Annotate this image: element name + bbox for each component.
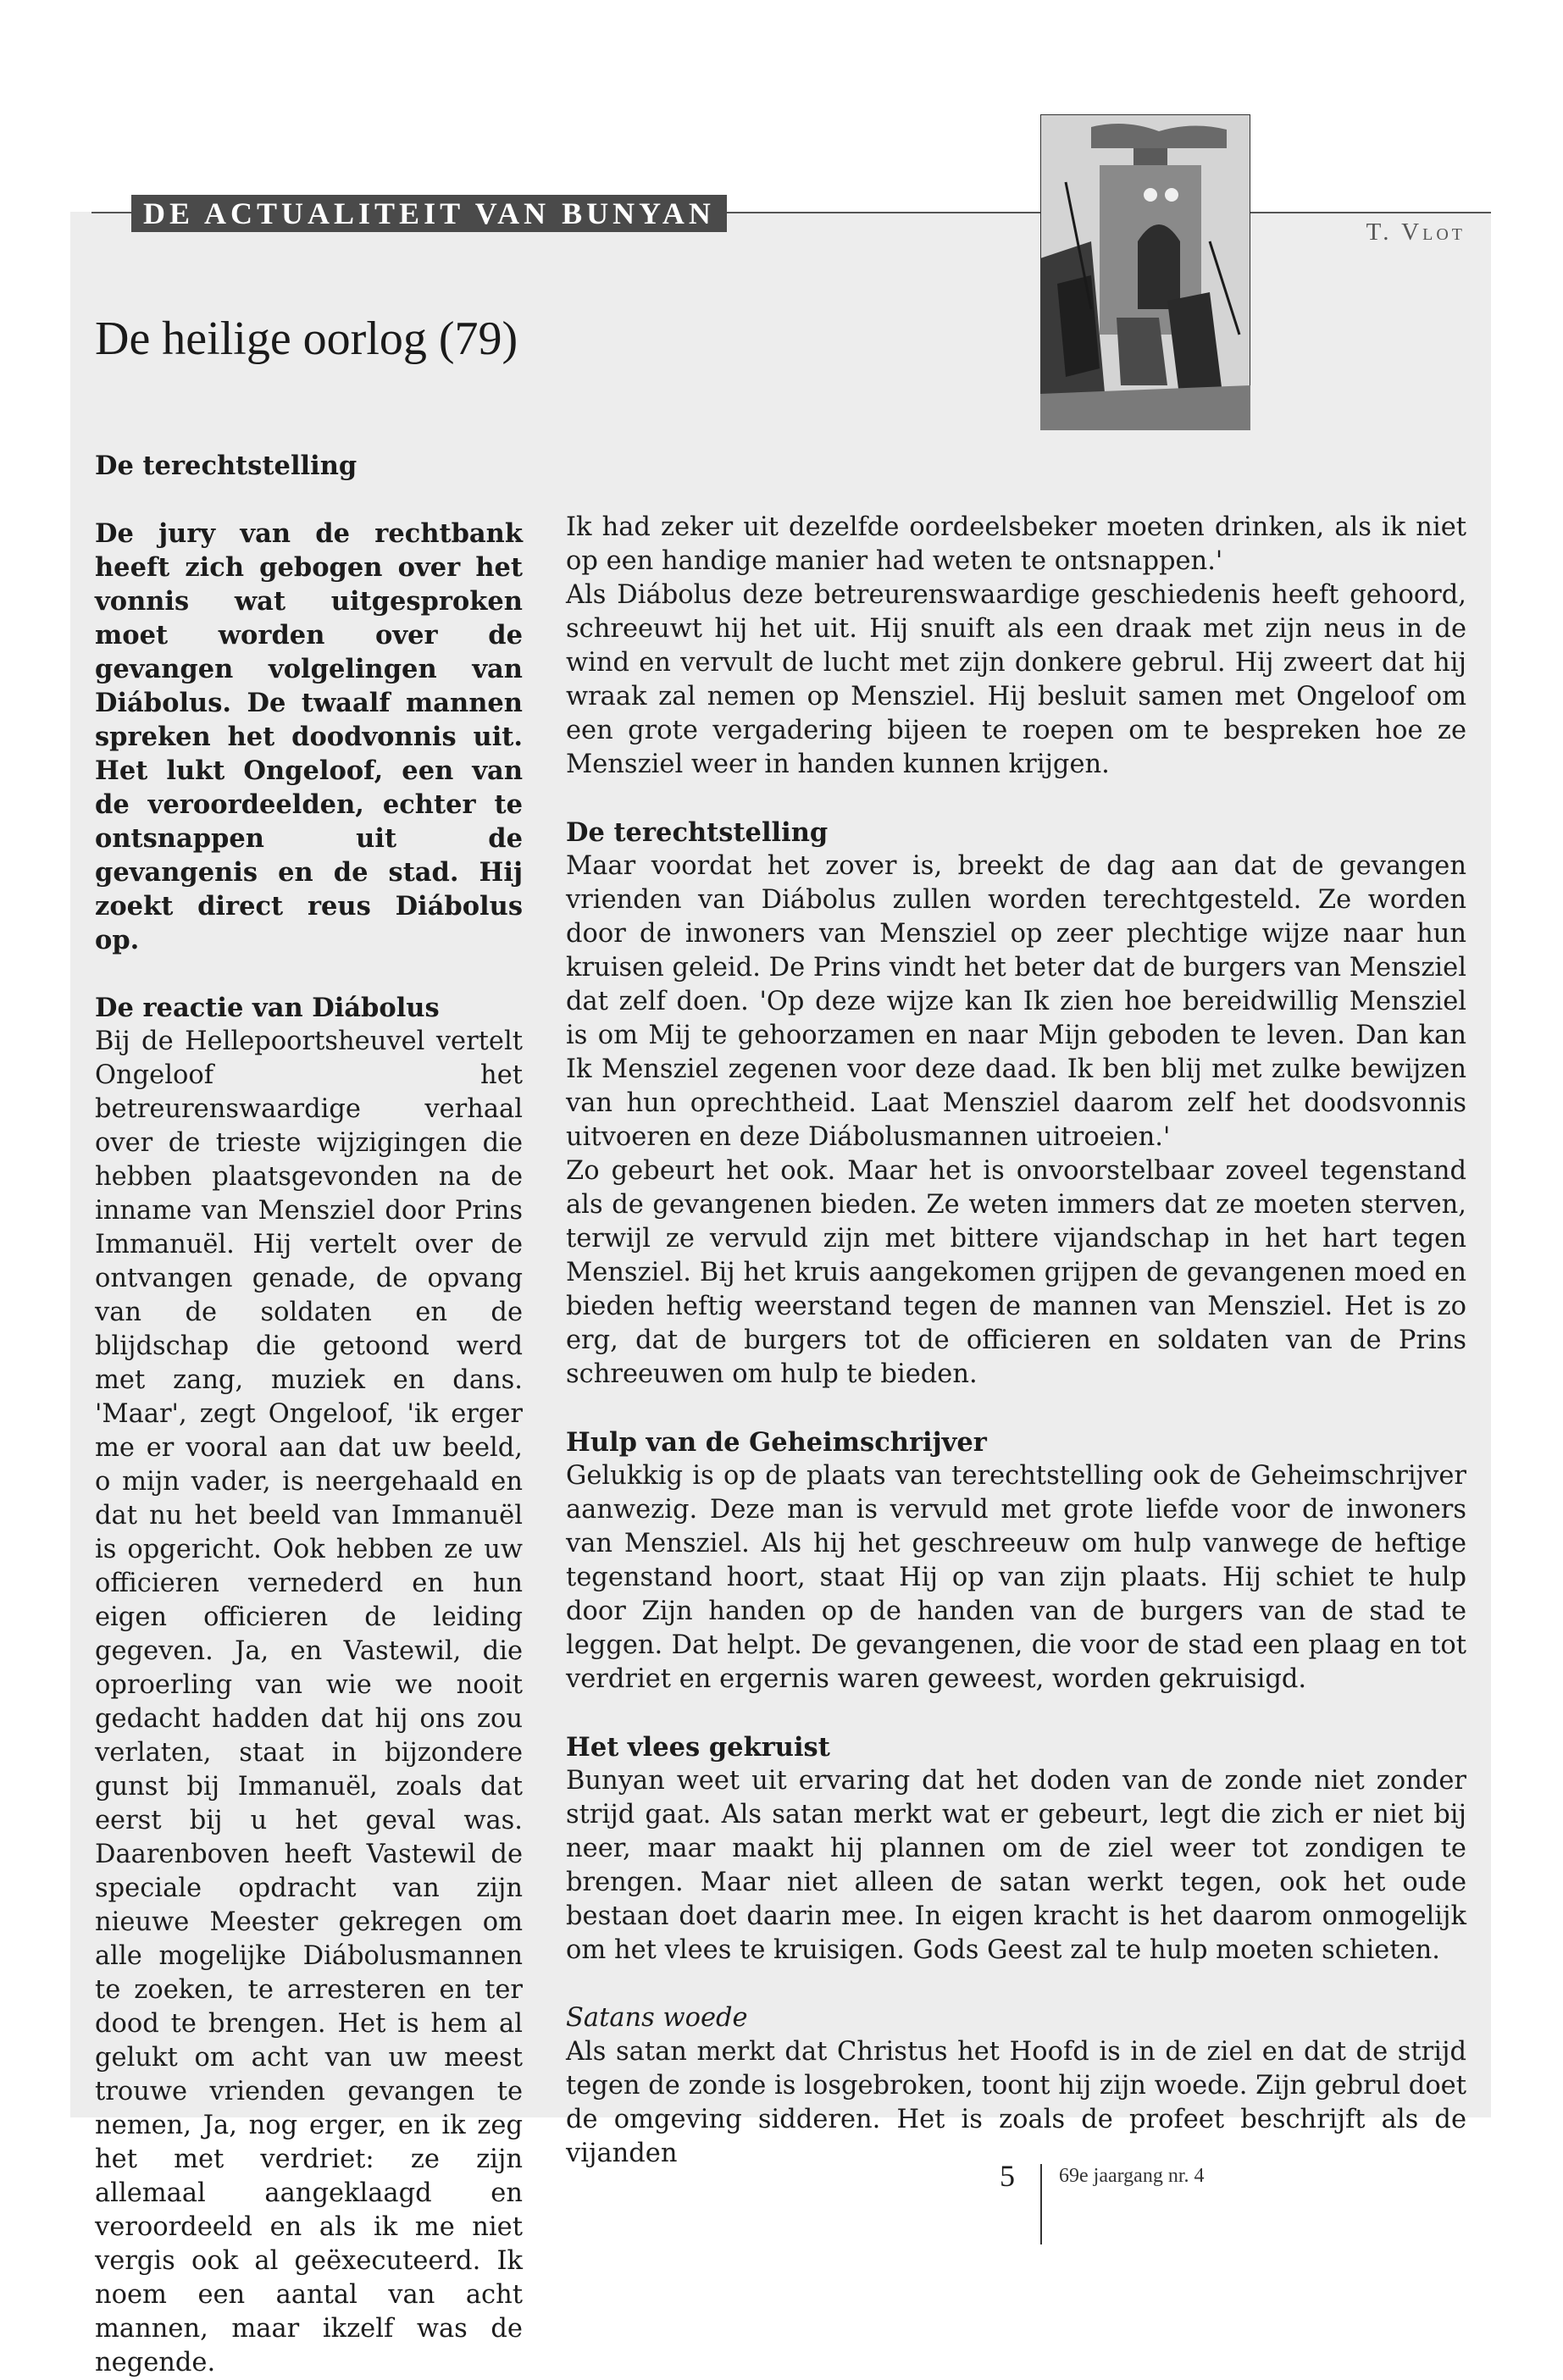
- left-column: [95, 449, 523, 2380]
- subheading-vlees: Het vlees gekruist: [566, 1732, 830, 1763]
- author-name: T. Vlot: [1366, 219, 1466, 246]
- subheading-reactie: De reactie van Diábolus: [95, 993, 440, 1023]
- section-label: DE ACTUALITEIT VAN BUNYAN: [131, 195, 727, 232]
- woodcut-illustration: [1040, 114, 1250, 430]
- article-title: De heilige oorlog (79): [95, 313, 518, 365]
- paragraph-7: Als satan merkt dat Christus het Hoofd is in de ziel en dat de strijd tegen de zonde is losgebroken, toont hij zijn woede. Zijn gebrul doet de omgeving sidderen. Het is zoals de profeet beschrijft als de vijanden: [566, 2037, 1466, 2168]
- section-heading: De terechtstelling: [95, 451, 357, 481]
- paragraph-5: Gelukkig is op de plaats van terechtstelling ook de Geheimschrijver aanwezig. Deze man is vervuld met grote liefde voor de inwoners van Mensziel. Als hij het geschreeuw om hulp vanwege de heftige tegenstand hoort, staat Hij op van zijn plaats. Hij schiet te hulp door Zijn handen op de handen van de burgers van de stad te leggen. Dat helpt. De gevangenen, die voor de stad een plaag en tot verdriet en ergernis waren geweest, worden gekruisigd.: [566, 1461, 1466, 1694]
- lead-paragraph: De jury van de rechtbank heeft zich gebogen over het vonnis wat uitgesproken moet worden over de gevangen volgelingen van Diábolus. De twaalf mannen spreken het doodvonnis uit. Het lukt Ongeloof, een van de veroordeelden, echter te ontsnappen uit de gevangenis en de stad. Hij zoekt direct reus Diábolus op.: [95, 518, 523, 955]
- paragraph-1: Ik had zeker uit dezelfde oordeelsbeker moeten drinken, als ik niet op een handige manier had weten te ontsnappen.': [566, 512, 1466, 576]
- footer-divider: [1040, 2164, 1042, 2244]
- page-number: 5: [1000, 2159, 1015, 2193]
- paragraph-4: Zo gebeurt het ook. Maar het is onvoorstelbaar zoveel tegenstand als de gevangenen bieden. Ze weten immers dat ze moeten sterven, terwijl ze vervuld zijn met bittere vijandschap in het hart tegen Mensziel. Bij het kruis aangekomen grijpen de gevangenen moed en bieden heftig weerstand tegen de mannen van Mensziel. Het is zo erg, dat de burgers tot de officieren en soldaten van de Prins schreeuwen om hulp te bieden.: [566, 1156, 1466, 1389]
- paragraph-2: Als Diábolus deze betreurenswaardige geschiedenis heeft gehoord, schreeuwt hij het uit. Hij snuift als een draak met zijn neus in de wind en vervult de lucht met zijn donkere gebrul. Hij zweert dat hij wraak zal nemen op Mensziel. Hij besluit samen met Ongeloof om een grote vergadering bijeen te roepen om te bespreken hoe ze Mensziel weer in handen kunnen krijgen.: [566, 580, 1466, 779]
- right-column: [566, 511, 1466, 2171]
- subheading-hulp: Hulp van de Geheimschrijver: [566, 1427, 987, 1458]
- issue-label: 69e jaargang nr. 4: [1059, 2165, 1205, 2187]
- paragraph-6: Bunyan weet uit ervaring dat het doden van de zonde niet zonder strijd gaat. Als satan merkt wat er gebeurt, legt die zich er niet bij neer, maar maakt hij plannen om de ziel weer tot zondigen te brengen. Maar niet alleen de satan werkt tegen, ook het oude bestaan doet daarin mee. In eigen kracht is het daarom onmogelijk om het vlees te kruisigen. Gods Geest zal te hulp moeten schieten.: [566, 1766, 1466, 1965]
- paragraph-3: Maar voordat het zover is, breekt de dag aan dat de gevangen vrienden van Diábolus zullen worden terechtgesteld. Ze worden door de inwoners van Mensziel op zeer plechtige wijze naar hun kruisen geleid. De Prins vindt het beter dat de burgers van Mensziel dat zelf doen. 'Op deze wijze kan Ik zien hoe bereidwillig Mensziel is om Mij te gehoorzamen en naar Mijn geboden te leven. Dan kan Ik Mensziel zegenen voor deze daad. Ik ben blij met zulke bewijzen van hun oprechtheid. Laat Mensziel daarom zelf het doodsvonnis uitvoeren en deze Diábolusmannen uitroeien.': [566, 851, 1466, 1152]
- subheading-satans-woede: Satans woede: [566, 2003, 748, 2033]
- subheading-terechtstelling: De terechtstelling: [566, 817, 829, 848]
- body-paragraph: Bij de Hellepoortsheuvel vertelt Ongeloof het betreurenswaardige verhaal over de trieste wijzigingen die hebben plaatsgevonden na de inname van Mensziel door Prins Immanuël. Hij vertelt over de ontvangen genade, de opvang van de soldaten en de blijdschap die getoond werd met zang, muziek en dans. 'Maar', zegt Ongeloof, 'ik erger me er vooral aan dat uw beeld, o mijn vader, is neergehaald en dat nu het beeld van Immanuël is opgericht. Ook hebben ze uw officieren vernederd en hun eigen officieren de leiding gegeven. Ja, en Vastewil, die oproerling van wie we nooit gedacht hadden dat hij ons zou verlaten, staat in bijzondere gunst bij Immanuël, zoals dat eerst bij u het geval was. Daarenboven heeft Vastewil de speciale opdracht van zijn nieuwe Meester gekregen om alle mogelijke Diábolusmannen te zoeken, te arresteren en ter dood te brengen. Het is hem al gelukt om acht van uw meest trouwe vrienden gevangen te nemen, Ja, nog erger, en ik zeg het met verdriet: ze zijn allemaal aangeklaagd en veroordeeld en als ik me niet vergis ook al geëxecuteerd. Ik noem een aantal van acht mannen, maar ikzelf was de negende.: [95, 1027, 523, 2377]
